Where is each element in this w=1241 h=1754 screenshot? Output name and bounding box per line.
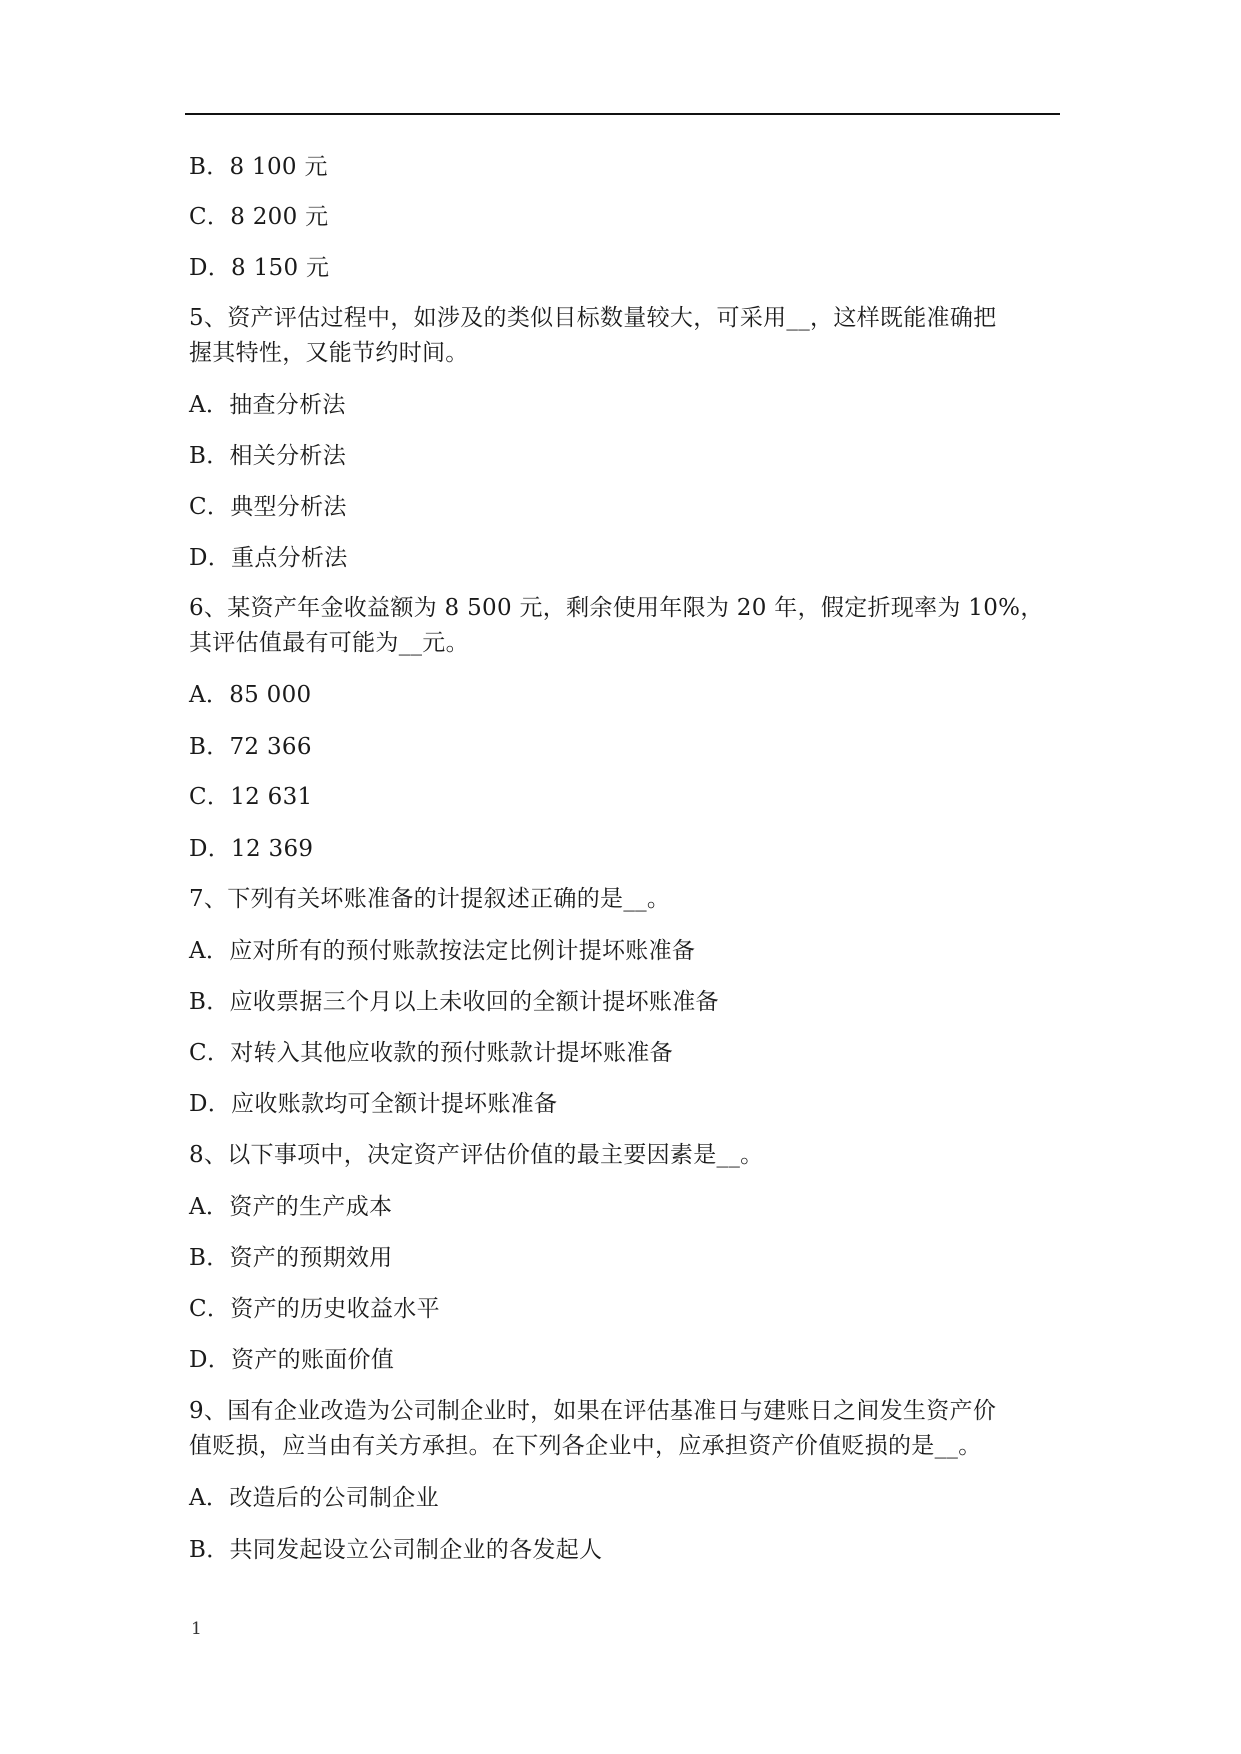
q5-stem-line-1: 5、资产评估过程中，如涉及的类似目标数量较大，可采用__，这样既能准确把 <box>189 305 997 331</box>
q8-option-a: A．资产的生产成本 <box>189 1194 393 1220</box>
q9-option-a: A．改造后的公司制企业 <box>189 1485 439 1511</box>
q9-stem-line-1: 9、国有企业改造为公司制企业时，如果在评估基准日与建账日之间发生资产价 <box>189 1398 997 1424</box>
q5-option-b: B．相关分析法 <box>189 443 347 469</box>
q7-stem: 7、下列有关坏账准备的计提叙述正确的是__。 <box>189 886 671 912</box>
q7-option-c: C．对转入其他应收款的预付账款计提坏账准备 <box>189 1040 673 1066</box>
q4-option-c: C．8 200 元 <box>189 204 329 230</box>
q6-option-c: C．12 631 <box>189 784 313 810</box>
q6-stem-line-2: 其评估值最有可能为__元。 <box>189 630 469 656</box>
q5-option-c: C．典型分析法 <box>189 494 347 520</box>
q5-stem-line-2: 握其特性，又能节约时间。 <box>189 340 469 366</box>
q5-option-a: A．抽查分析法 <box>189 392 346 418</box>
q6-option-a: A．85 000 <box>189 682 312 708</box>
q5-option-d: D．重点分析法 <box>189 545 348 571</box>
page-number: 1 <box>191 1619 202 1639</box>
q7-option-d: D．应收账款均可全额计提坏账准备 <box>189 1091 558 1117</box>
q8-option-b: B．资产的预期效用 <box>189 1245 393 1271</box>
q6-option-d: D．12 369 <box>189 836 314 862</box>
q9-option-b: B．共同发起设立公司制企业的各发起人 <box>189 1537 603 1563</box>
q8-option-c: C．资产的历史收益水平 <box>189 1296 440 1322</box>
q9-stem-line-2: 值贬损，应当由有关方承担。在下列各企业中，应承担资产价值贬损的是__。 <box>189 1433 982 1459</box>
q8-stem: 8、以下事项中，决定资产评估价值的最主要因素是__。 <box>189 1142 764 1168</box>
q4-option-d: D．8 150 元 <box>189 255 330 281</box>
q6-stem-line-1: 6、某资产年金收益额为 8 500 元，剩余使用年限为 20 年，假定折现率为 10%， <box>189 595 1044 621</box>
header-rule <box>185 113 1060 115</box>
q7-option-b: B．应收票据三个月以上未收回的全额计提坏账准备 <box>189 989 719 1015</box>
q7-option-a: A．应对所有的预付账款按法定比例计提坏账准备 <box>189 938 696 964</box>
q6-option-b: B．72 366 <box>189 734 312 760</box>
q4-option-b: B．8 100 元 <box>189 154 328 180</box>
q8-option-d: D．资产的账面价值 <box>189 1347 395 1373</box>
